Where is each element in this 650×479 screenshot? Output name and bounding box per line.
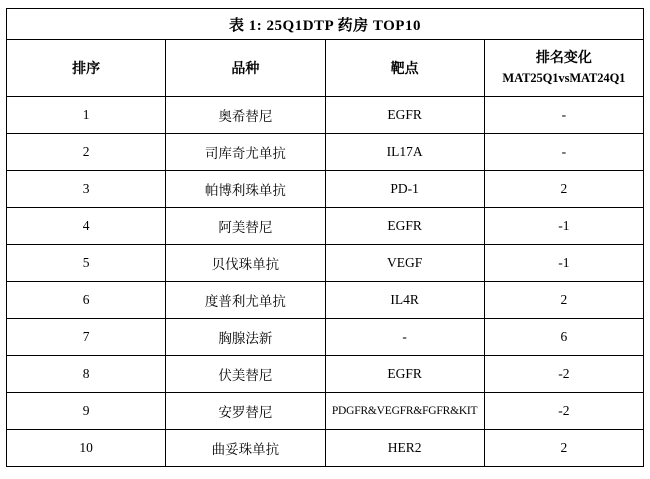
cell-rank: 8 [7,356,166,393]
cell-rank: 1 [7,97,166,134]
cell-target: EGFR [325,97,484,134]
table-title-row [7,9,644,40]
table-title: 表 1: 25Q1DTP 药房 TOP10 [7,9,644,40]
column-header-name: 品种 [166,40,325,97]
cell-rank-change: -2 [484,393,643,430]
cell-target: - [325,319,484,356]
dtp-top10-table [6,8,644,467]
column-header-rank-change-period: MAT25Q1vsMAT24Q1 [502,71,626,86]
table-row [7,245,644,282]
cell-rank: 5 [7,245,166,282]
cell-name: 伏美替尼 [166,356,325,393]
table-row [7,393,644,430]
cell-rank: 6 [7,282,166,319]
cell-rank: 3 [7,171,166,208]
column-header-rank-change-title: 排名变化 [535,50,592,66]
cell-target: EGFR [325,356,484,393]
cell-rank: 2 [7,134,166,171]
cell-target: VEGF [325,245,484,282]
column-header-rank-change [484,40,643,97]
table-row [7,319,644,356]
table-row [7,208,644,245]
table-row [7,282,644,319]
table-header-row [7,40,644,97]
cell-name: 阿美替尼 [166,208,325,245]
cell-target: HER2 [325,430,484,467]
table-row [7,134,644,171]
cell-rank-change: 2 [484,282,643,319]
cell-name: 度普利尤单抗 [166,282,325,319]
cell-target: IL4R [325,282,484,319]
cell-rank-change: - [484,97,643,134]
cell-rank-change: 2 [484,171,643,208]
cell-rank-change: 2 [484,430,643,467]
cell-name: 安罗替尼 [166,393,325,430]
cell-rank: 7 [7,319,166,356]
cell-name: 贝伐珠单抗 [166,245,325,282]
cell-rank: 10 [7,430,166,467]
cell-name: 曲妥珠单抗 [166,430,325,467]
cell-rank: 9 [7,393,166,430]
cell-name: 司库奇尤单抗 [166,134,325,171]
cell-target: PD-1 [325,171,484,208]
cell-target: IL17A [325,134,484,171]
table-row [7,97,644,134]
table-row [7,171,644,208]
cell-target: EGFR [325,208,484,245]
cell-name: 奥希替尼 [166,97,325,134]
cell-rank-change: -1 [484,245,643,282]
cell-rank-change: - [484,134,643,171]
cell-rank-change: 6 [484,319,643,356]
cell-rank-change: -2 [484,356,643,393]
table-row [7,430,644,467]
cell-name: 帕博利珠单抗 [166,171,325,208]
cell-name: 胸腺法新 [166,319,325,356]
cell-target: PDGFR&VEGFR&FGFR&KIT [325,393,484,430]
cell-rank: 4 [7,208,166,245]
column-header-target: 靶点 [325,40,484,97]
column-header-rank: 排序 [7,40,166,97]
table-row [7,356,644,393]
cell-rank-change: -1 [484,208,643,245]
